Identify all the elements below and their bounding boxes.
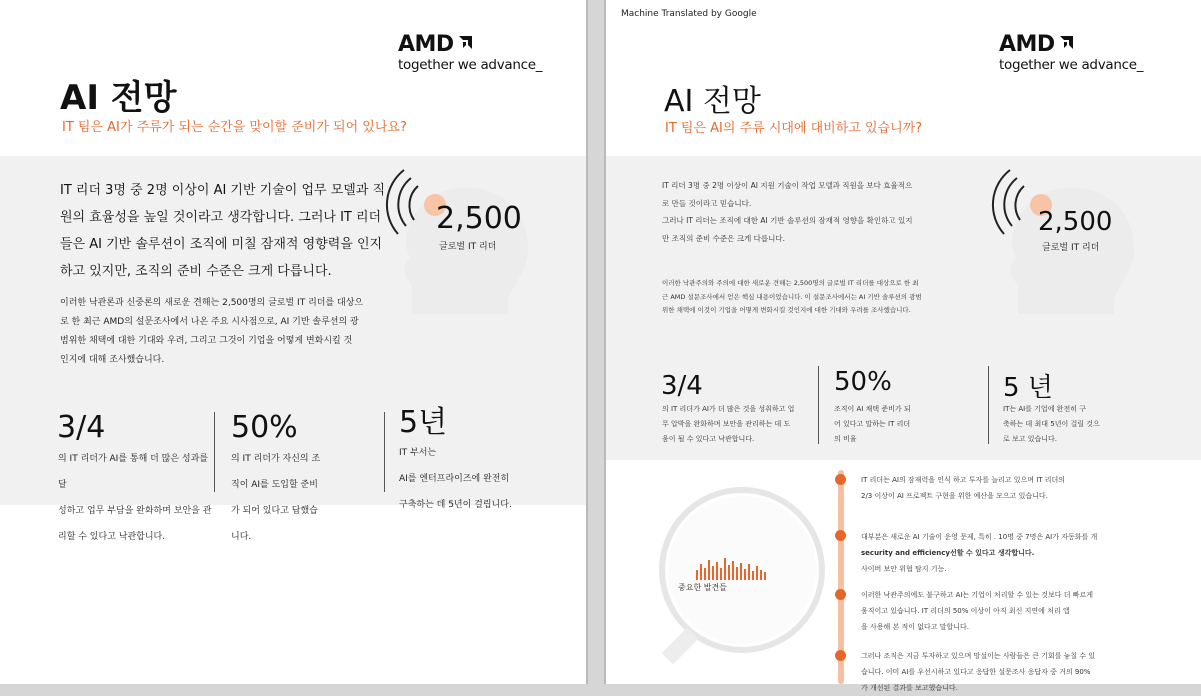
amd-logo [999,32,1143,73]
stat-description [662,402,837,447]
stat-line: 성하고 업무 부담을 완화하며 보안을 관 [58,506,212,516]
finding-line: 가 개선된 결과를 보고했습니다. [861,684,958,692]
stat-line: 어 있다고 말하는 IT 리더 [834,420,911,428]
stat-number: 3/4 [57,410,106,445]
stat-divider [214,412,215,492]
stat-number: 5년 [399,405,448,440]
survey-line: 이러한 낙관주의와 주의에 대한 새로운 견해는 2,500명의 글로벌 IT 리더를 대상으로 한 최 [662,279,919,287]
hero-number: 2,500 [436,201,522,236]
finding-line: security and efficiency선할 수 있다고 생각합니다. [861,549,1035,557]
stat-number: 5 년 [1003,373,1053,403]
timeline-dot [835,589,846,600]
stat-divider [988,366,989,444]
stat-line: IT는 AI를 기업에 완전히 구 [1003,405,1086,413]
stat-line: 가 되어 있다고 답했습 [231,506,318,516]
amd-logo [398,32,542,73]
intro-line: 만 조직의 준비 수준은 크게 다릅니다. [662,233,785,243]
amd-wordmark: AMD [999,32,1055,57]
body-line: 이러한 낙관론과 신중론의 새로운 견해는 2,500명의 글로벌 IT 리더를 대상으 [60,298,364,308]
stat-description [58,446,218,550]
hero-label: 글로벌 IT 리더 [1042,243,1100,253]
stat-line: IT 부서는 [399,448,437,458]
page-subtitle: IT 팀은 AI의 주류 시대에 대비하고 있습니까? [665,121,923,136]
stat-number: 50% [231,410,298,445]
stat-description [399,440,569,518]
stat-line: 의 IT 리더가 자신의 조 [231,454,321,464]
stat-line: 의 IT 리더가 AI를 통해 더 많은 성과를 달 [58,454,209,490]
stat-divider [384,412,385,492]
finding-line: 이러한 낙관주의에도 불구하고 AI는 기업이 처리할 수 있는 것보다 더 빠르게 [861,591,1093,599]
stat-line: 축하는 데 최대 5년이 걸릴 것으 [1003,420,1100,428]
stat-line: 의 IT 리더가 AI가 더 많은 것을 성취하고 업 [662,405,795,413]
stat-line: 직이 AI를 도입할 준비 [231,480,318,490]
machine-translated-note: Machine Translated by Google [621,9,757,19]
stat-line: 의 비율 [834,435,857,443]
page-subtitle: IT 팀은 AI가 주류가 되는 순간을 맞이할 준비가 되어 있나요? [62,120,407,135]
stat-line: 무 압박을 완화하며 보안을 관리하는 데 도 [662,420,791,428]
stat-number: 50% [834,367,892,397]
intro-line: 로 만들 것이라고 믿습니다. [662,198,752,208]
finding-line: 그러나 조직은 지금 투자하고 있으며 망설이는 사람들은 큰 기회를 놓칠 수 있 [861,652,1096,660]
body-line: 로 한 최근 AMD의 설문조사에서 나온 주요 시사점으로, AI 기반 솔루션의 광 [60,317,359,327]
finding-line: IT 리더는 AI의 잠재력을 인식 하고 투자를 늘리고 있으며 IT 리더의 [861,476,1066,484]
timeline-dot [835,474,846,485]
stat-description [834,402,974,447]
finding-item [861,529,1161,577]
amd-wordmark: AMD [398,32,454,57]
lead-line: IT 리더 3명 중 2명 이상이 AI 기반 기술이 업무 모델과 직 [60,183,386,198]
stat-line: 구축하는 데 5년이 걸립니다. [399,500,512,510]
page-title: AI 전망 [664,84,761,119]
finding-line: 사이버 보안 위협 탐지 기능. [861,565,947,573]
timeline-dot [835,530,846,541]
stat-line: 조직이 AI 채택 준비가 되 [834,405,911,413]
stat-line: 움이 될 수 있다고 낙관합니다. [662,435,755,443]
body-line: 범위한 채택에 대한 기대와 우려, 그리고 그것이 기업을 어떻게 변화시킬 것 [60,336,353,346]
amd-tagline: together we advance_ [999,57,1144,73]
finding-line: 움직이고 있습니다. IT 리더의 50% 이상이 아직 최신 지연에 처리 앱 [861,607,1070,615]
intro-line: 그러나 IT 리더는 조직에 대한 AI 기반 솔루션의 잠재적 영향을 확인하고 있지 [662,216,913,225]
intro-line: IT 리더 3명 중 2명 이상이 AI 지원 기술이 작업 모델과 직원을 보다 효율적으 [662,181,913,190]
hero-label: 글로벌 IT 리더 [439,242,497,252]
finding-line: 대부분은 새로운 AI 기술이 운영 문제, 특히 . 10명 중 7명은 AI가 자동화를 개 [861,533,1098,541]
finding-item [861,587,1161,635]
finding-line: 2/3 이상이 AI 프로젝트 구현을 위한 예산을 모으고 있습니다. [861,492,1048,500]
stat-divider [818,366,819,444]
survey-line: 근 AMD 설문조사에서 얻은 핵심 내용이었습니다. 이 설문조사에서는 AI 기반 솔루션의 광범 [662,292,922,301]
stat-line: 로 보고 있습니다. [1003,435,1058,443]
page-machine-translated [604,0,1201,692]
lead-line: 하고 있지만, 조직의 준비 수준은 크게 다릅니다. [60,264,332,279]
finding-item [861,648,1161,696]
stat-number: 3/4 [661,371,703,401]
lead-line: 원의 효율성을 높일 것이라고 생각합니다. 그러나 IT 리더 [60,210,382,225]
stat-line: 니다. [231,532,252,542]
stat-line: AI를 엔터프라이즈에 완전히 [399,474,510,484]
hero-number: 2,500 [1038,207,1113,237]
findings-label: 중요한 발견들 [678,583,727,592]
lead-paragraph [60,177,400,285]
stat-description [1003,402,1153,447]
body-paragraph [60,294,390,370]
finding-line: 을 사용해 본 적이 없다고 말합니다. [861,623,970,631]
body-line: 인지에 대해 조사했습니다. [60,355,165,365]
finding-line: 습니다. 이미 AI를 우선시하고 있다고 응답한 설문조사 응답자 중 거의 90% [861,668,1091,676]
amd-arrow-icon [1057,36,1073,52]
page-original-korean [0,0,588,684]
stat-line: 리할 수 있다고 낙관합니다. [58,532,166,542]
stat-description [231,446,381,550]
magnifier-icon [642,478,832,684]
intro-paragraph [662,177,992,247]
finding-item [861,472,1151,504]
page-title: AI 전망 [60,78,177,118]
amd-tagline: together we advance_ [398,57,543,73]
survey-line: 위한 채택에 이것이 기업을 어떻게 변화시킬 것인지에 대한 기대와 우려를 조사했습니다. [662,306,911,314]
survey-paragraph [662,277,1022,318]
timeline-dot [835,650,846,661]
amd-arrow-icon [456,36,472,52]
lead-line: 들은 AI 기반 솔루션이 조직에 미칠 잠재적 영향력을 인지 [60,237,383,252]
